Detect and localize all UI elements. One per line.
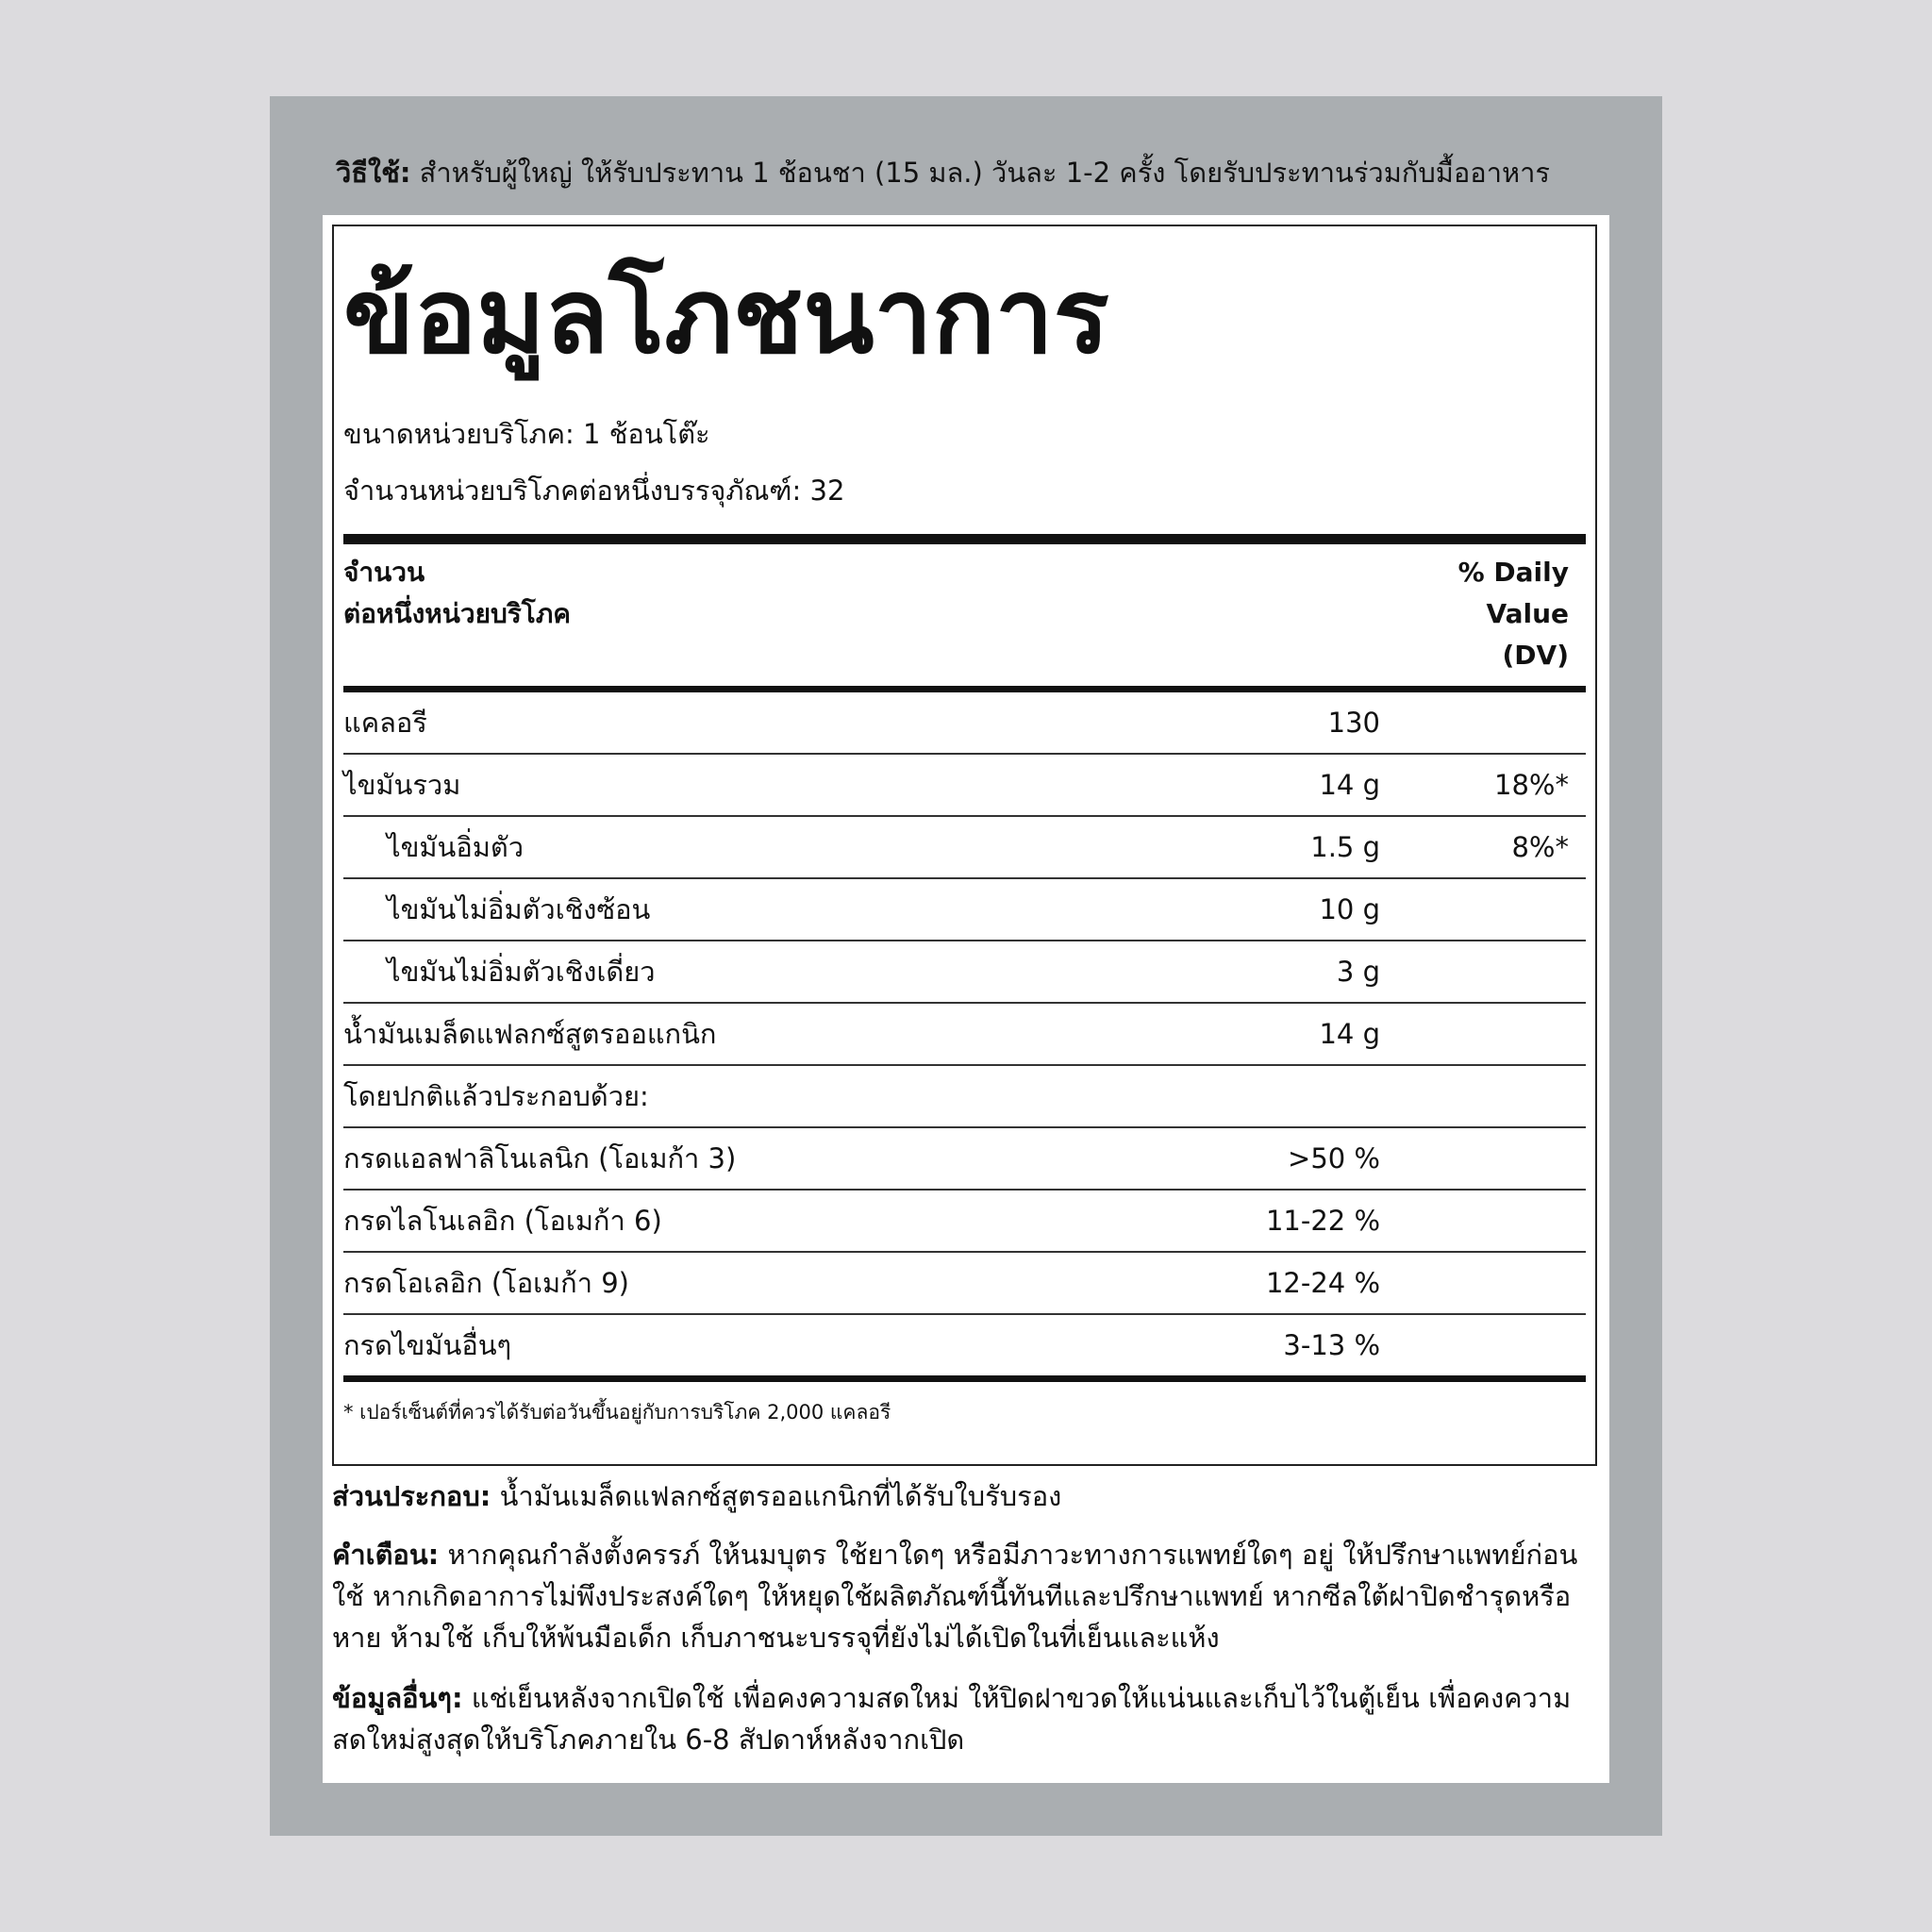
nutrient-amount: 3-13 % xyxy=(1283,1329,1380,1361)
nutrient-row xyxy=(343,879,1586,941)
nutrient-name: ไขมันไม่อิ่มตัวเชิงซ้อน xyxy=(387,893,651,925)
nutrient-row xyxy=(343,755,1586,817)
daily-value-header xyxy=(1458,552,1569,680)
directions-label: วิธีใช้: xyxy=(336,157,411,189)
serving-size: ขนาดหน่วยบริโภค: 1 ช้อนโต๊ะ xyxy=(343,418,710,450)
amount-header-left xyxy=(343,552,571,680)
directions-text: สำหรับผู้ใหญ่ ให้รับประทาน 1 ช้อนชา (15 มล.) วันละ 1-2 ครั้ง โดยรับประทานร่วมกับมื้ออาหาร xyxy=(410,157,1550,189)
facts-title: ข้อมูลโภชนาการ xyxy=(343,256,1109,376)
nutrient-row xyxy=(343,1066,1586,1128)
nutrient-amount: >50 % xyxy=(1288,1142,1380,1174)
nutrient-amount: 12-24 % xyxy=(1265,1267,1380,1299)
nutrient-amount: 14 g xyxy=(1319,1018,1380,1050)
nutrient-name: แคลอรี xyxy=(343,707,427,739)
nutrient-name: กรดโอเลอิก (โอเมก้า 9) xyxy=(343,1267,629,1299)
nutrient-row xyxy=(343,1253,1586,1315)
daily-value-header-line: Value xyxy=(1486,598,1569,629)
nutrient-name: ไขมันรวม xyxy=(343,769,461,801)
amount-header-left-line: จำนวน xyxy=(343,557,425,588)
nutrient-name: น้ำมันเมล็ดแฟลกซ์สูตรออแกนิก xyxy=(343,1018,717,1050)
medium-divider xyxy=(343,686,1586,692)
nutrient-name: ไขมันไม่อิ่มตัวเชิงเดี่ยว xyxy=(387,956,656,988)
warning-text: หากคุณกำลังตั้งครรภ์ ให้นมบุตร ใช้ยาใดๆ หรือมีภาวะทางการแพทย์ใดๆ อยู่ ให้ปรึกษาแพทย์ก่อนใช้ หากเกิดอาการไม่พึงประสงค์ใดๆ ให้หยุดใช้ผลิตภัณฑ์นี้ทันทีและปรึกษาแพทย์ หากซีลใต้ฝาปิดชำรุดหรือหาย ห้ามใช้ เก็บให้พ้นมือเด็ก เก็บภาชนะบรรจุที่ยังไม่ได้เปิดในที่เย็นและแห้ง xyxy=(332,1539,1578,1654)
nutrition-facts-box xyxy=(332,225,1597,1466)
directions xyxy=(336,149,1619,196)
nutrient-row xyxy=(343,817,1586,879)
warning xyxy=(332,1534,1596,1658)
warning-label: คำเตือน: xyxy=(332,1539,440,1571)
nutrient-row xyxy=(343,692,1586,755)
amount-header xyxy=(343,544,1586,686)
label-paper xyxy=(323,215,1609,1783)
nutrient-daily-value: 18%* xyxy=(1494,769,1569,801)
nutrient-name: กรดไลโนเลอิก (โอเมก้า 6) xyxy=(343,1205,662,1237)
daily-value-header-line: % Daily xyxy=(1457,557,1569,588)
nutrient-name: กรดแอลฟาลิโนเลนิก (โอเมก้า 3) xyxy=(343,1142,737,1174)
ingredients-text: น้ำมันเมล็ดแฟลกซ์สูตรออแกนิกที่ได้รับใบรับรอง xyxy=(491,1480,1062,1512)
servings-per-container: จำนวนหน่วยบริโภคต่อหนึ่งบรรจุภัณฑ์: 32 xyxy=(343,475,845,507)
nutrient-amount: 10 g xyxy=(1319,893,1380,925)
label-panel xyxy=(270,96,1662,1836)
amount-header-left-line: ต่อหนึ่งหน่วยบริโภค xyxy=(343,598,572,629)
nutrient-amount: 130 xyxy=(1327,707,1380,739)
bottom-divider xyxy=(343,1375,1586,1382)
nutrient-name: กรดไขมันอื่นๆ xyxy=(343,1329,512,1361)
other-info-label: ข้อมูลอื่นๆ: xyxy=(332,1682,463,1714)
nutrient-row xyxy=(343,941,1586,1004)
nutrient-name: โดยปกติแล้วประกอบด้วย: xyxy=(343,1080,649,1112)
other-info-text: แช่เย็นหลังจากเปิดใช้ เพื่อคงความสดใหม่ ให้ปิดฝาขวดให้แน่นและเก็บไว้ในตู้เย็น เพื่อคงความสดใหม่สูงสุดให้บริโภคภายใน 6-8 สัปดาห์หลังจากเปิด xyxy=(332,1682,1572,1756)
nutrient-name: ไขมันอิ่มตัว xyxy=(387,831,524,863)
nutrient-daily-value: 8%* xyxy=(1511,831,1569,863)
nutrient-row xyxy=(343,1128,1586,1191)
nutrient-amount: 14 g xyxy=(1319,769,1380,801)
nutrient-row xyxy=(343,1004,1586,1066)
other-info xyxy=(332,1677,1596,1760)
nutrient-row xyxy=(343,1315,1586,1375)
ingredients-label: ส่วนประกอบ: xyxy=(332,1480,491,1512)
ingredients xyxy=(332,1475,1596,1517)
nutrient-amount: 1.5 g xyxy=(1310,831,1380,863)
thick-divider xyxy=(343,534,1586,544)
daily-value-footnote: * เปอร์เซ็นต์ที่ควรได้รับต่อวันขึ้นอยู่กับการบริโภค 2,000 แคลอรี xyxy=(343,1401,891,1424)
nutrient-amount: 3 g xyxy=(1336,956,1380,988)
nutrient-amount: 11-22 % xyxy=(1265,1205,1380,1237)
nutrient-row xyxy=(343,1191,1586,1253)
daily-value-header-line: (DV) xyxy=(1502,640,1569,671)
